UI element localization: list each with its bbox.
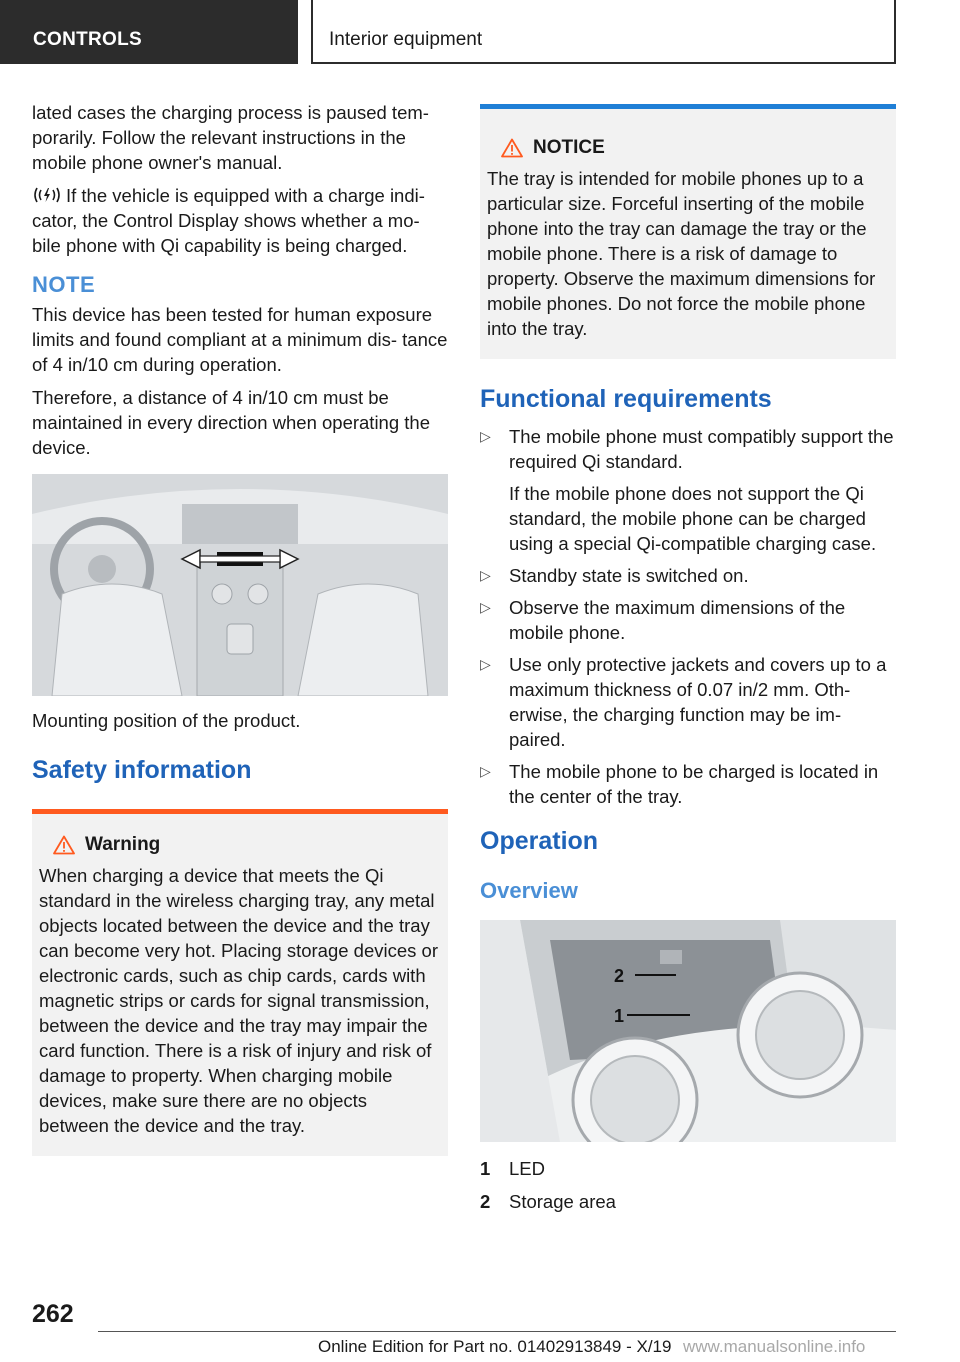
charge-indicator-text: If the vehicle is equipped with a charge indi- cator, the Control Display shows whether a mo- bile phone with Qi capability is being charged. bbox=[32, 185, 425, 256]
legend-row bbox=[480, 1156, 896, 1181]
legend-label: Storage area bbox=[509, 1191, 616, 1212]
charging-tray-illustration bbox=[480, 920, 896, 1142]
notice-label: NOTICE bbox=[533, 137, 605, 158]
notice-title bbox=[487, 135, 889, 160]
list-item-text: Standby state is switched on. bbox=[509, 565, 749, 586]
note-title: NOTE bbox=[32, 272, 96, 297]
interior-illustration bbox=[32, 474, 448, 696]
left-column bbox=[32, 100, 448, 1156]
legend-number: 1 bbox=[480, 1158, 491, 1179]
interior-drawing bbox=[32, 474, 448, 696]
list-item-text: The mobile phone to be charged is located in the center of the tray. bbox=[509, 761, 879, 807]
list-item-text: The mobile phone must compatibly support the required Qi standard. bbox=[509, 426, 894, 472]
paragraph: lated cases the charging process is paused tem- porarily. Follow the relevant instructions in the mobile phone owner's manual. bbox=[32, 102, 429, 173]
charge-indicator-paragraph bbox=[32, 183, 448, 258]
overview-heading: Overview bbox=[480, 878, 578, 903]
wireless-charge-icon bbox=[32, 185, 62, 205]
legend-row bbox=[480, 1189, 896, 1214]
list-item-text: Observe the maximum dimensions of the mobile phone. bbox=[509, 597, 846, 643]
figure-caption: Mounting position of the product. bbox=[32, 710, 301, 731]
list-item-subtext: If the mobile phone does not support the Qi standard, the mobile phone can be charged using a special Qi-compatible charging case. bbox=[509, 483, 877, 554]
note-paragraph: This device has been tested for human exposure limits and found compliant at a minimum dis- tance of 4 in/10 cm during operation. bbox=[32, 304, 448, 375]
footer-divider bbox=[98, 1331, 896, 1332]
warning-triangle-icon bbox=[53, 835, 75, 855]
triangle-bullet-icon: ▷ bbox=[480, 763, 491, 779]
list-item bbox=[480, 424, 896, 556]
warning-text: When charging a device that meets the Qi standard in the wireless charging tray, any metal objects located between the device and the tray can become very hot. Placing storage devices or electronic cards, such as chip cards, cards with magnetic strips or cards for signal transmission, between the device and the tray may impair the card function. There is a risk of injury and risk of damage to property. When charging mobile devices, make sure there are no objects between the device and the tray. bbox=[39, 865, 438, 1136]
callout-label-1: 1 bbox=[614, 1006, 625, 1026]
page-number: 262 bbox=[32, 1300, 74, 1328]
list-item bbox=[480, 652, 896, 752]
list-item bbox=[480, 595, 896, 645]
notice-box bbox=[480, 104, 896, 359]
list-item bbox=[480, 563, 896, 588]
list-item bbox=[480, 759, 896, 809]
notice-text: The tray is intended for mobile phones up to a particular size. Forceful inserting of the mobile phone into the tray can damage the tray or the mobile phone. There is a risk of damage to property. Observe the maximum dimensions for mobile phones. Do not force the mobile phone into the tray. bbox=[487, 168, 876, 339]
functional-requirements-heading: Functional requirements bbox=[480, 385, 772, 413]
tray-drawing bbox=[480, 920, 896, 1142]
warning-title bbox=[39, 832, 441, 857]
page-header bbox=[0, 0, 960, 66]
legend-number: 2 bbox=[480, 1191, 491, 1212]
section-tab: CONTROLS bbox=[0, 0, 298, 64]
chapter-tab: Interior equipment bbox=[311, 0, 896, 64]
right-column bbox=[480, 104, 896, 1222]
list-item-text: Use only protective jackets and covers up to a maximum thickness of 0.07 in/2 mm. Oth- erwise, the charging function may be im- paired. bbox=[509, 654, 887, 750]
triangle-bullet-icon: ▷ bbox=[480, 428, 491, 444]
figure-legend bbox=[480, 1156, 896, 1214]
safety-heading: Safety information bbox=[32, 756, 252, 784]
triangle-bullet-icon: ▷ bbox=[480, 656, 491, 672]
warning-label: Warning bbox=[85, 834, 161, 855]
legend-label: LED bbox=[509, 1158, 545, 1179]
watermark: www.manualsonline.info bbox=[683, 1337, 866, 1356]
warning-box bbox=[32, 809, 448, 1156]
triangle-bullet-icon: ▷ bbox=[480, 567, 491, 583]
callout-label-2: 2 bbox=[614, 966, 625, 986]
warning-triangle-icon bbox=[501, 138, 523, 158]
note-paragraph: Therefore, a distance of 4 in/10 cm must be maintained in every direction when operating the device. bbox=[32, 387, 430, 458]
operation-heading: Operation bbox=[480, 827, 599, 855]
edition-text: Online Edition for Part no. 01402913849 - X/19 bbox=[318, 1337, 672, 1356]
requirements-list bbox=[480, 424, 896, 809]
triangle-bullet-icon: ▷ bbox=[480, 599, 491, 615]
